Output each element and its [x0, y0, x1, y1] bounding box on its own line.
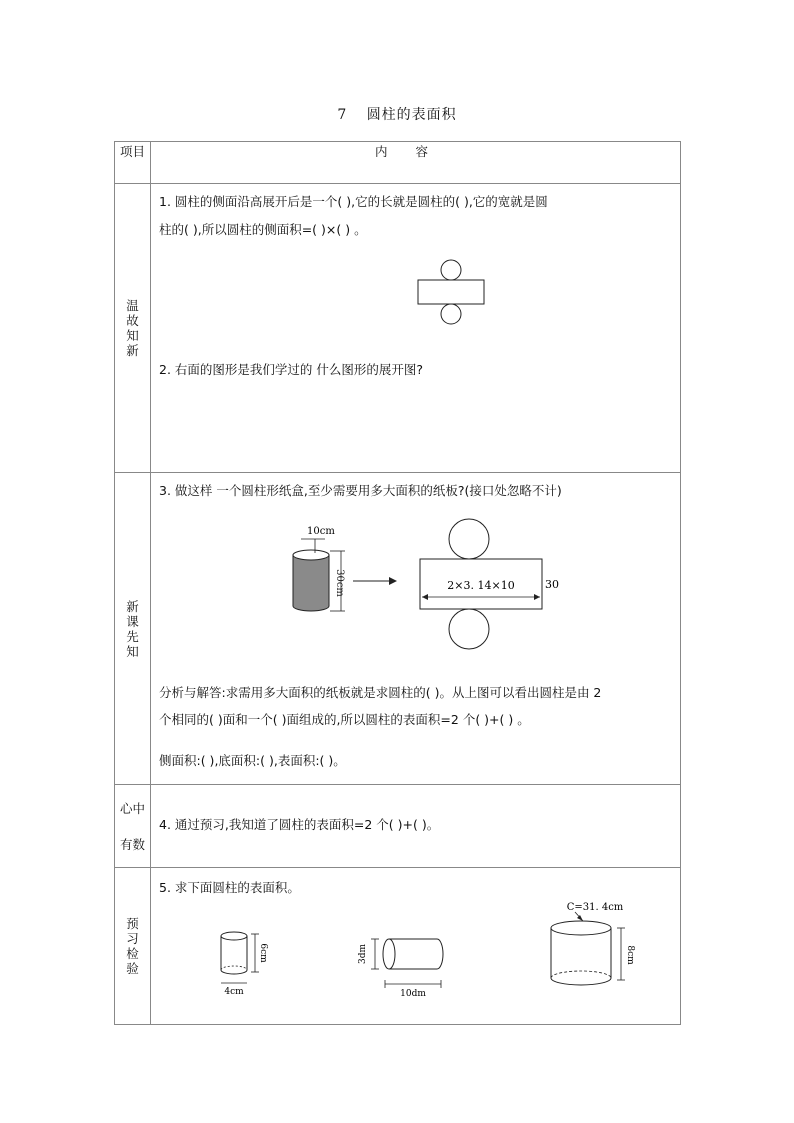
q4-text: 4. 通过预习,我知道了圆柱的表面积=2 个( )+( )。 — [159, 817, 440, 832]
row-check — [115, 868, 681, 1025]
label-review-text — [115, 298, 150, 358]
fig2-length-label: 10dm — [400, 989, 426, 999]
label-new-text — [115, 599, 150, 659]
header-row — [115, 142, 681, 184]
cylinder-fig2 — [351, 926, 461, 998]
page-title — [0, 104, 794, 124]
fig2-body — [389, 939, 443, 969]
label-heart — [115, 785, 151, 868]
q2-text: 2. 右面的图形是我们学过的 什么图形的展开图? — [159, 362, 424, 377]
analysis-line2: 个相同的( )面和一个( )面组成的,所以圆柱的表面积=2 个( )+( ) 。 — [159, 712, 530, 727]
check-label-char: 检 — [126, 946, 139, 961]
title-text: 圆柱的表面积 — [366, 107, 457, 123]
net-height-label: 30 — [545, 578, 559, 591]
formula-arrow-left — [422, 594, 428, 600]
fig2-diameter-label: 3dm — [358, 943, 368, 965]
check-content — [151, 868, 681, 1025]
big-net-top-circle — [449, 519, 489, 559]
cylinder-body — [293, 555, 329, 611]
cylinder-fig1 — [211, 928, 281, 1000]
new-label-char: 先 — [126, 628, 139, 644]
arrow-head — [389, 577, 397, 585]
review-label-char: 知 — [126, 328, 139, 343]
review-content — [151, 184, 681, 473]
fig3-height-label: 8cm — [625, 945, 635, 965]
cylinder-top — [293, 550, 329, 560]
net-rectangle — [418, 280, 484, 304]
row-review — [115, 184, 681, 473]
check-label-char: 习 — [126, 931, 139, 946]
new-label-char: 知 — [126, 643, 139, 659]
fig2-left-end — [383, 939, 395, 969]
q3-text: 3. 做这样 一个圆柱形纸盒,至少需要用多大面积的纸板?(接口处忽略不计) — [159, 483, 562, 498]
title-number: 7 — [337, 107, 348, 123]
fig3-leader-arrow — [577, 915, 583, 921]
cylinder-net-figure — [281, 521, 559, 673]
cylinder-fig3 — [531, 898, 651, 998]
analysis-line1: 分析与解答:求需用多大面积的纸板就是求圆柱的( )。从上图可以看出圆柱是由 2 — [159, 685, 602, 700]
label-new — [115, 473, 151, 785]
fig1-hidden-edge — [221, 966, 247, 970]
fig1-diameter-label: 4cm — [224, 987, 244, 997]
formula-label: 2×3. 14×10 — [447, 579, 515, 592]
fig1-body — [221, 936, 247, 974]
new-content — [151, 473, 681, 785]
net-figure-small — [411, 259, 491, 339]
check-label-char: 预 — [126, 916, 139, 931]
answer-line: 侧面积:( ),底面积:( ),表面积:( )。 — [159, 753, 346, 768]
header-item: 项目 — [115, 142, 151, 184]
q1-line1: 1. 圆柱的侧面沿高展开后是一个( ),它的长就是圆柱的( ),它的宽就是圆 — [159, 194, 548, 209]
dim-side-label: 30cm — [334, 569, 345, 597]
fig1-top — [221, 932, 247, 940]
fig3-top — [551, 921, 611, 935]
review-label-char: 故 — [126, 313, 139, 328]
q1-line2: 柱的( ),所以圆柱的侧面积=( )×( ) 。 — [159, 222, 367, 237]
fig3-hidden-edge — [551, 971, 611, 978]
heart-content — [151, 785, 681, 868]
label-check — [115, 868, 151, 1025]
label-heart-b: 有数 — [119, 837, 145, 852]
big-net-bottom-circle — [449, 609, 489, 649]
net-top-circle — [441, 260, 461, 280]
dim-top-label: 10cm — [307, 526, 335, 537]
new-label-char: 课 — [126, 613, 139, 629]
new-label-char: 新 — [126, 598, 139, 614]
check-label-char: 验 — [126, 961, 139, 976]
fig3-body — [551, 928, 611, 985]
header-content: 内容 — [151, 142, 681, 184]
fig1-height-label: 6cm — [258, 943, 268, 963]
label-check-text — [115, 916, 150, 976]
review-label-char: 温 — [126, 298, 139, 313]
fig3-circumference-label: C=31. 4cm — [566, 902, 624, 913]
q5-text: 5. 求下面圆柱的表面积。 — [159, 880, 300, 895]
row-new — [115, 473, 681, 785]
row-heart — [115, 785, 681, 868]
review-label-char: 新 — [126, 343, 139, 358]
label-heart-a: 心中 — [119, 801, 145, 816]
net-bottom-circle — [441, 304, 461, 324]
label-review — [115, 184, 151, 473]
worksheet-table — [114, 141, 681, 1025]
formula-arrow-right — [534, 594, 540, 600]
